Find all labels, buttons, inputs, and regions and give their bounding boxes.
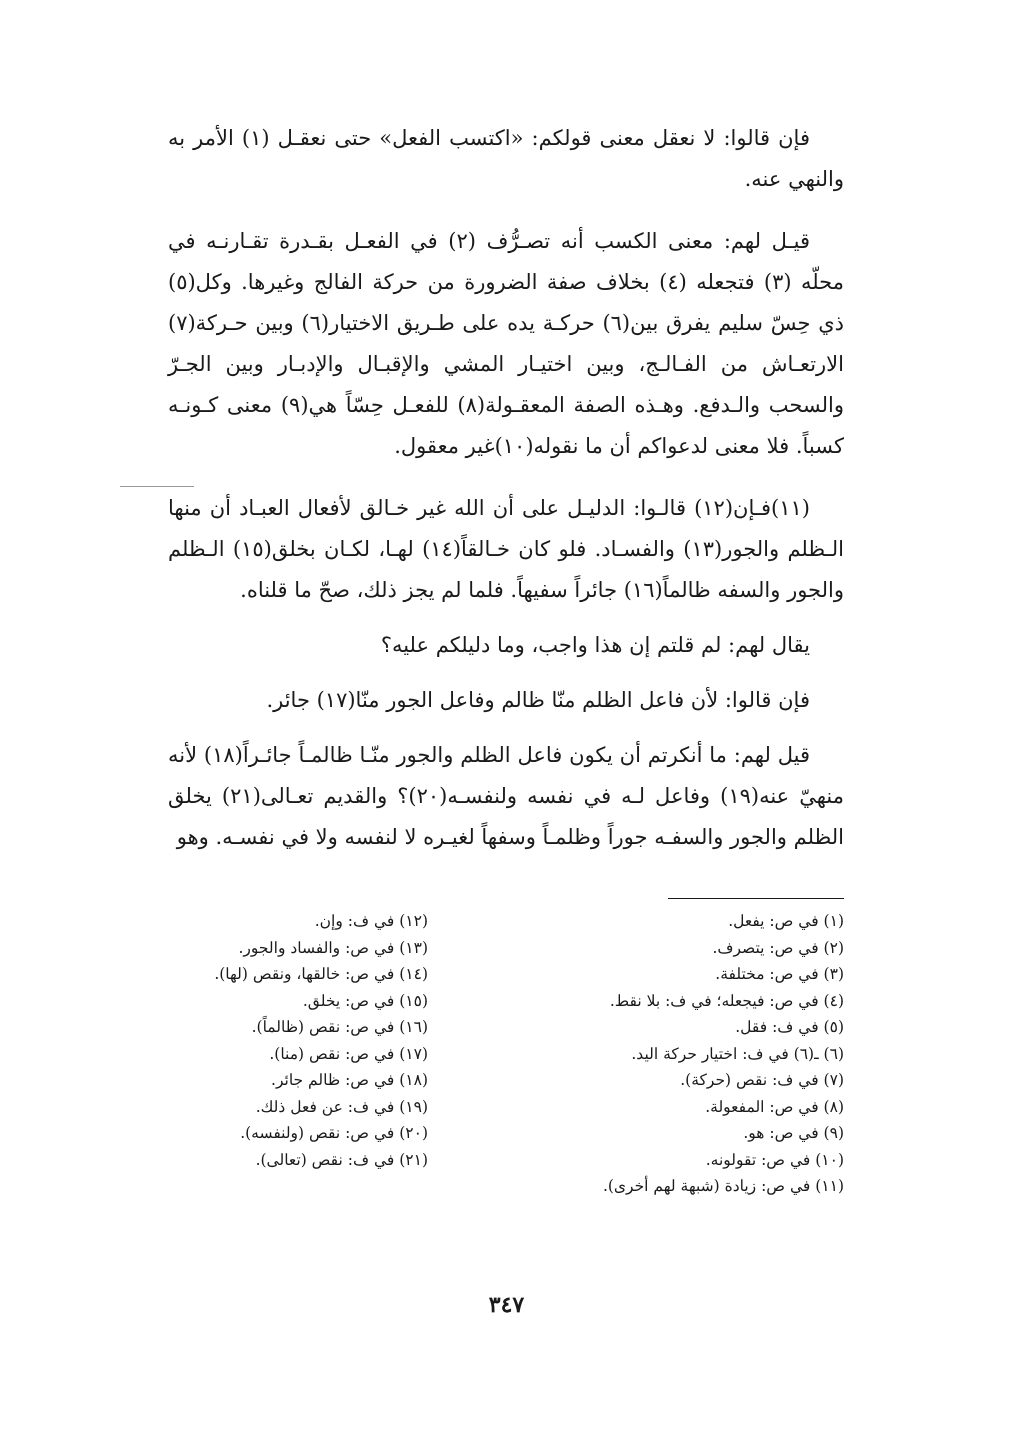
footnote: (٤) في ص: فيجعله؛ في ف: بلا نقط.: [609, 991, 844, 1010]
footnote: (١٠) في ص: تقولونه.: [705, 1150, 844, 1169]
footnote: (٦) ـ(٦) في ف: اختيار حركة اليد.: [631, 1044, 844, 1063]
paragraph: يقال لهم: لم قلتم إن هذا واجب، وما دليلكم عليه؟: [380, 633, 810, 657]
footnote: (١٣) في ص: والفساد والجور.: [238, 938, 428, 957]
main-text: [168, 118, 844, 858]
paragraph: (١١)فـإن(١٢) قالـوا: الدليـل على أن الله غير خـالق لأفعال العبـاد أن منها الـظلم والجور(١٣) والفسـاد. فلو كان خـالقاً(١٤) لهـا، لكـان بخلق(١٥) الـظلم والجور والسفه ظالماً(١٦) جائراً سفيهاً. فلما لم يجز ذلك، صحّ ما قلناه.: [168, 496, 844, 602]
paragraph: فإن قالوا: لأن فاعل الظلم منّا ظالم وفاعل الجور منّا(١٧) جائر.: [266, 688, 810, 712]
footnote: (١٧) في ص: نقص (منا).: [269, 1044, 428, 1063]
footnote: (١٩) في ف: عن فعل ذلك.: [255, 1097, 428, 1116]
footnote: (١٢) في ف: وإن.: [314, 912, 428, 930]
footnote: (١٤) في ص: خالقها، ونقص (لها).: [214, 965, 428, 983]
footnote: (٣) في ص: مختلفة.: [715, 965, 844, 983]
paragraph: قيل لهم: ما أنكرتم أن يكون فاعل الظلم والجور منّـا ظالمـاً جائـراً(١٨) لأنه منهيّ عنه(١٩) وفاعل لـه في نفسه ولنفسـه(٢٠)؟ والقديم تعـالى(٢١) يخلق الظلم والجور والسفـه جوراً وظلمـاً وسفهاً لغيـره لا لنفسه ولا في نفسـه. وهو: [168, 743, 845, 849]
footnotes-column-right: [540, 908, 844, 1200]
footnote: (٢١) في ف: نقص (تعالى).: [255, 1150, 428, 1169]
footnote: (١) في ص: يفعل.: [728, 912, 844, 930]
footnote: (٩) في ص: هو.: [743, 1124, 844, 1142]
footnote: (٥) في ف: فقل.: [735, 1018, 844, 1036]
footnote: (١١) في ص: زيادة (شبهة لهم أخرى).: [602, 1177, 844, 1195]
footnote: (٢) في ص: يتصرف.: [712, 938, 844, 957]
paragraph: قيـل لهم: معنى الكسب أنه تصـرُّف (٢) في الفعـل بقـدرة تقـارنـه في محلّه (٣) فتجعله (٤) بخلاف صفة الضرورة من حركة الفالج وغيرها. وكل(٥) ذي حِسّ سليم يفرق بين(٦) حركـة يده على طـريق الاختيار(٦) وبين حـركة(٧) الارتعـاش من الفـالـج، وبين اختيـار المشي والإقبـال والإدبـار وبين الجـرّ والسحب والـدفع. وهـذه الصفة المعقـولة(٨) للفعـل حِسّاً هي(٩) معنى كـونـه كسباً. فلا معنى لدعواكم أن ما نقوله(١٠)غير معقول.: [168, 229, 845, 458]
footnotes-column-left: [170, 908, 428, 1173]
footnote: (٢٠) في ص: نقص (ولنفسه).: [240, 1124, 428, 1142]
footnote: (٨) في ص: المفعولة.: [705, 1097, 844, 1116]
paragraph: فإن قالوا: لا نعقل معنى قولكم: «اكتسب الفعل» حتى نعقـل (١) الأمر به والنهي عنه.: [168, 126, 844, 191]
footnote-separator: [668, 898, 844, 899]
page-number: ٣٤٧: [488, 1292, 525, 1318]
footnote: (١٨) في ص: ظالم جائر.: [271, 1071, 428, 1089]
footnote: (١٥) في ص: يخلق.: [302, 991, 428, 1010]
footnote: (١٦) في ص: نقص (ظالماً).: [251, 1018, 428, 1036]
footnote: (٧) في ف: نقص (حركة).: [680, 1071, 844, 1089]
